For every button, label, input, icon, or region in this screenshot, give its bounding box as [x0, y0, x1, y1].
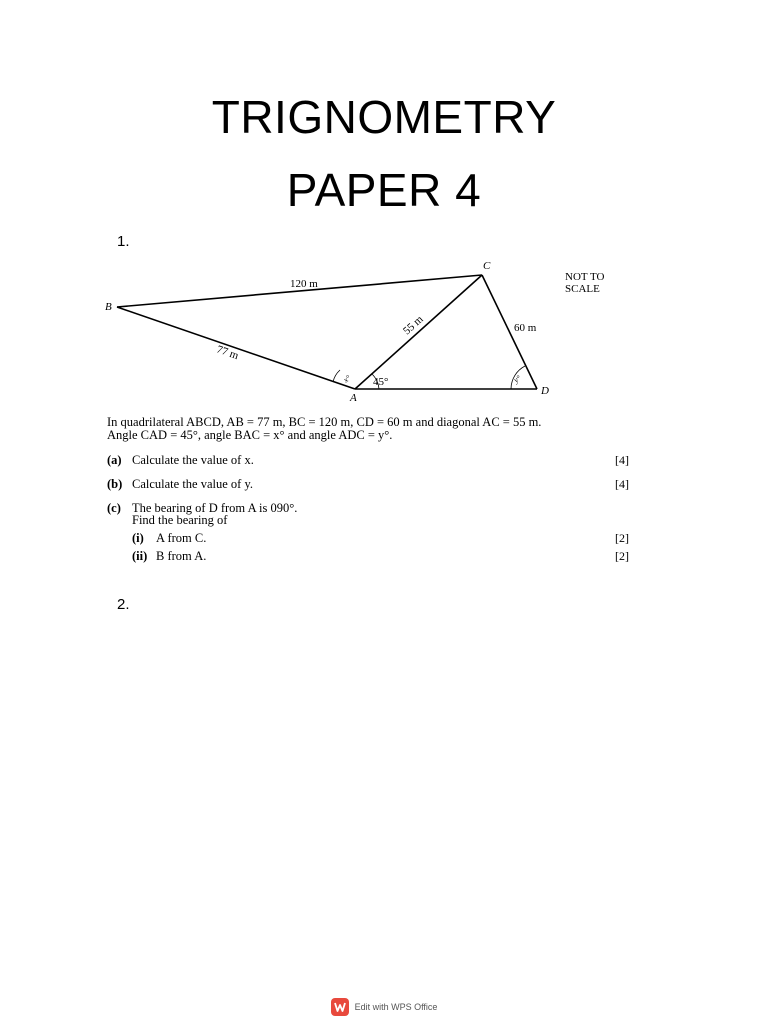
vertex-label-a: A [350, 392, 357, 404]
edge-label-ac: 55 m [400, 313, 426, 338]
quadrilateral-diagram [100, 255, 640, 405]
footer-text[interactable]: Edit with WPS Office [354, 1002, 438, 1012]
wps-edit-footer[interactable] [0, 997, 768, 1017]
part-c-ii-marks: [2] [615, 549, 629, 563]
part-b-label: (b) [107, 477, 123, 491]
part-c-ii-label: (ii) [132, 549, 148, 563]
part-a-marks: [4] [615, 453, 629, 467]
document-title-line1: TRIGNOMETRY [211, 91, 557, 143]
angle-label-x: x° [341, 373, 353, 385]
scale-note-line2: SCALE [565, 283, 600, 295]
edge-ac [355, 275, 482, 389]
vertex-label-c: C [483, 260, 491, 272]
document-title-line2: PAPER 4 [286, 164, 482, 216]
vertex-label-d: D [541, 385, 549, 397]
part-a-label: (a) [107, 453, 122, 467]
part-c-text-line1: The bearing of D from A is 090°. [132, 501, 298, 515]
part-c-ii-text: B from A. [156, 549, 207, 563]
question-1-number: 1. [117, 233, 130, 250]
part-c-i-text: A from C. [156, 531, 207, 545]
scale-note-line1: NOT TO [565, 271, 605, 283]
part-c-label: (c) [107, 501, 121, 515]
part-b-marks: [4] [615, 477, 629, 491]
edge-ab [117, 307, 355, 389]
part-a-text: Calculate the value of x. [132, 453, 254, 467]
angle-x-arc [333, 370, 340, 382]
edge-label-ab: 77 m [215, 343, 241, 363]
intro-line1: In quadrilateral ABCD, AB = 77 m, BC = 120 m, CD = 60 m and diagonal AC = 55 m. [107, 415, 542, 429]
edge-label-cd: 60 m [514, 322, 537, 334]
part-c-i-marks: [2] [615, 531, 629, 545]
part-c-text-line2: Find the bearing of [132, 513, 228, 527]
angle-label-cad: 45° [373, 376, 389, 388]
question-2-number: 2. [117, 596, 130, 613]
vertex-label-b: B [105, 301, 112, 313]
wps-office-icon[interactable] [331, 998, 349, 1016]
part-c-i-label: (i) [132, 531, 144, 545]
intro-line2: Angle CAD = 45°, angle BAC = x° and angle ADC = y°. [107, 428, 393, 442]
angle-label-y: y° [511, 373, 523, 385]
part-b-text: Calculate the value of y. [132, 477, 254, 491]
edge-label-bc: 120 m [290, 278, 318, 290]
